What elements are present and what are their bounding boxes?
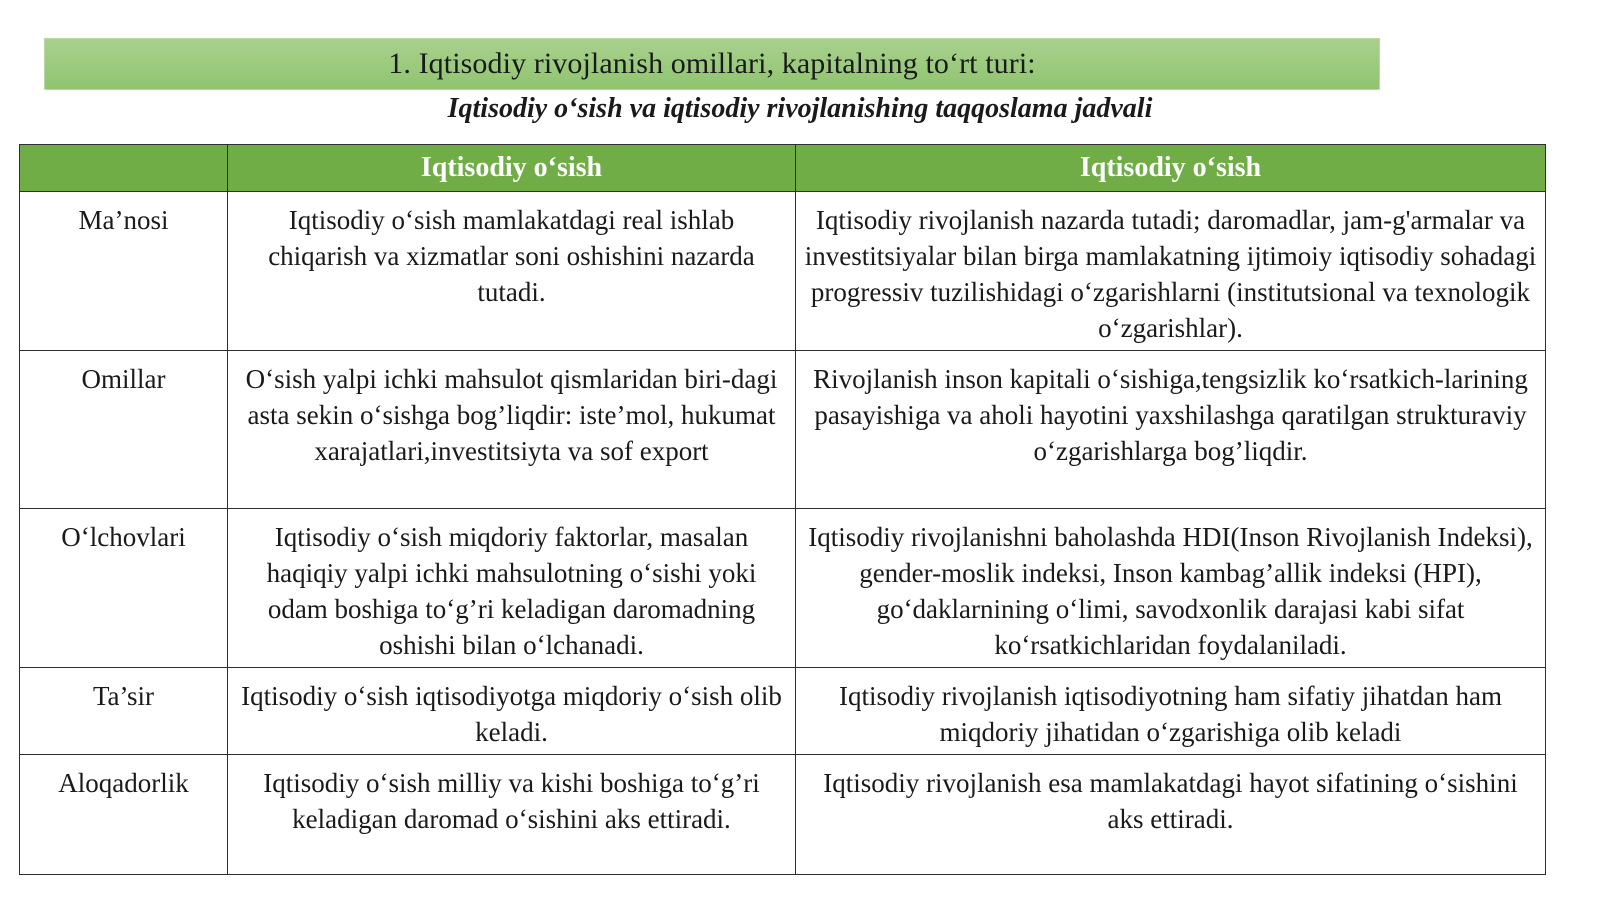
slide-title-bar xyxy=(44,38,1380,90)
table-caption: Iqtisodiy o‘sish va iqtisodiy rivojlanishing taqqoslama jadvali xyxy=(447,93,1153,124)
table-header-row xyxy=(20,145,1546,192)
header-growth: Iqtisodiy o‘sish xyxy=(228,145,796,192)
table-row xyxy=(20,192,1546,351)
development-cell: Iqtisodiy rivojlanish esa mamlakatdagi hayot sifatining o‘sishini aks ettiradi. xyxy=(796,755,1546,875)
development-cell: Rivojlanish inson kapitali o‘sishiga,tengsizlik ko‘rsatkich-larining pasayishiga va aholi hayotini yaxshilashga qaratilgan strukturaviy o‘zgarishlarga bog’liqdir. xyxy=(796,351,1546,509)
header-empty-cell xyxy=(20,145,228,192)
growth-cell: Iqtisodiy o‘sish milliy va kishi boshiga to‘g’ri keladigan daromad o‘sishini aks ettiradi. xyxy=(228,755,796,875)
row-label: O‘lchovlari xyxy=(20,509,228,668)
slide-title: 1. Iqtisodiy rivojlanish omillari, kapitalning to‘rt turi: xyxy=(388,47,1036,80)
row-label: Ma’nosi xyxy=(20,192,228,351)
table-row xyxy=(20,351,1546,509)
growth-cell: O‘sish yalpi ichki mahsulot qismlaridan biri-dagi asta sekin o‘sishga bog’liqdir: iste’mol, hukumat xarajatlari,investitsiyta va sof export xyxy=(228,351,796,509)
row-label: Omillar xyxy=(20,351,228,509)
development-cell: Iqtisodiy rivojlanishni baholashda HDI(Inson Rivojlanish Indeksi), gender-moslik indeksi, Inson kambag’allik indeksi (HPI), go‘daklarnining o‘limi, savodxonlik darajasi kabi sifat ko‘rsatkichlaridan foydalaniladi. xyxy=(796,509,1546,668)
row-label: Aloqadorlik xyxy=(20,755,228,875)
table-row xyxy=(20,668,1546,755)
table-row xyxy=(20,755,1546,875)
header-development: Iqtisodiy o‘sish xyxy=(796,145,1546,192)
development-cell: Iqtisodiy rivojlanish iqtisodiyotning ham sifatiy jihatdan ham miqdoriy jihatidan o‘zgarishiga olib keladi xyxy=(796,668,1546,755)
development-cell: Iqtisodiy rivojlanish nazarda tutadi; daromadlar, jam-g'armalar va investitsiyalar bilan birga mamlakatning ijtimoiy iqtisodiy sohadagi progressiv tuzilishidagi o‘zgarishlarni (institutsional va texnologik o‘zgarishlar). xyxy=(796,192,1546,351)
growth-cell: Iqtisodiy o‘sish miqdoriy faktorlar, masalan haqiqiy yalpi ichki mahsulotning o‘sishi yoki odam boshiga to‘g’ri keladigan daromadning oshishi bilan o‘lchanadi. xyxy=(228,509,796,668)
table-row xyxy=(20,509,1546,668)
row-label: Ta’sir xyxy=(20,668,228,755)
growth-cell: Iqtisodiy o‘sish mamlakatdagi real ishlab chiqarish va xizmatlar soni oshishini nazarda tutadi. xyxy=(228,192,796,351)
growth-cell: Iqtisodiy o‘sish iqtisodiyotga miqdoriy o‘sish olib keladi. xyxy=(228,668,796,755)
comparison-table xyxy=(19,144,1546,875)
